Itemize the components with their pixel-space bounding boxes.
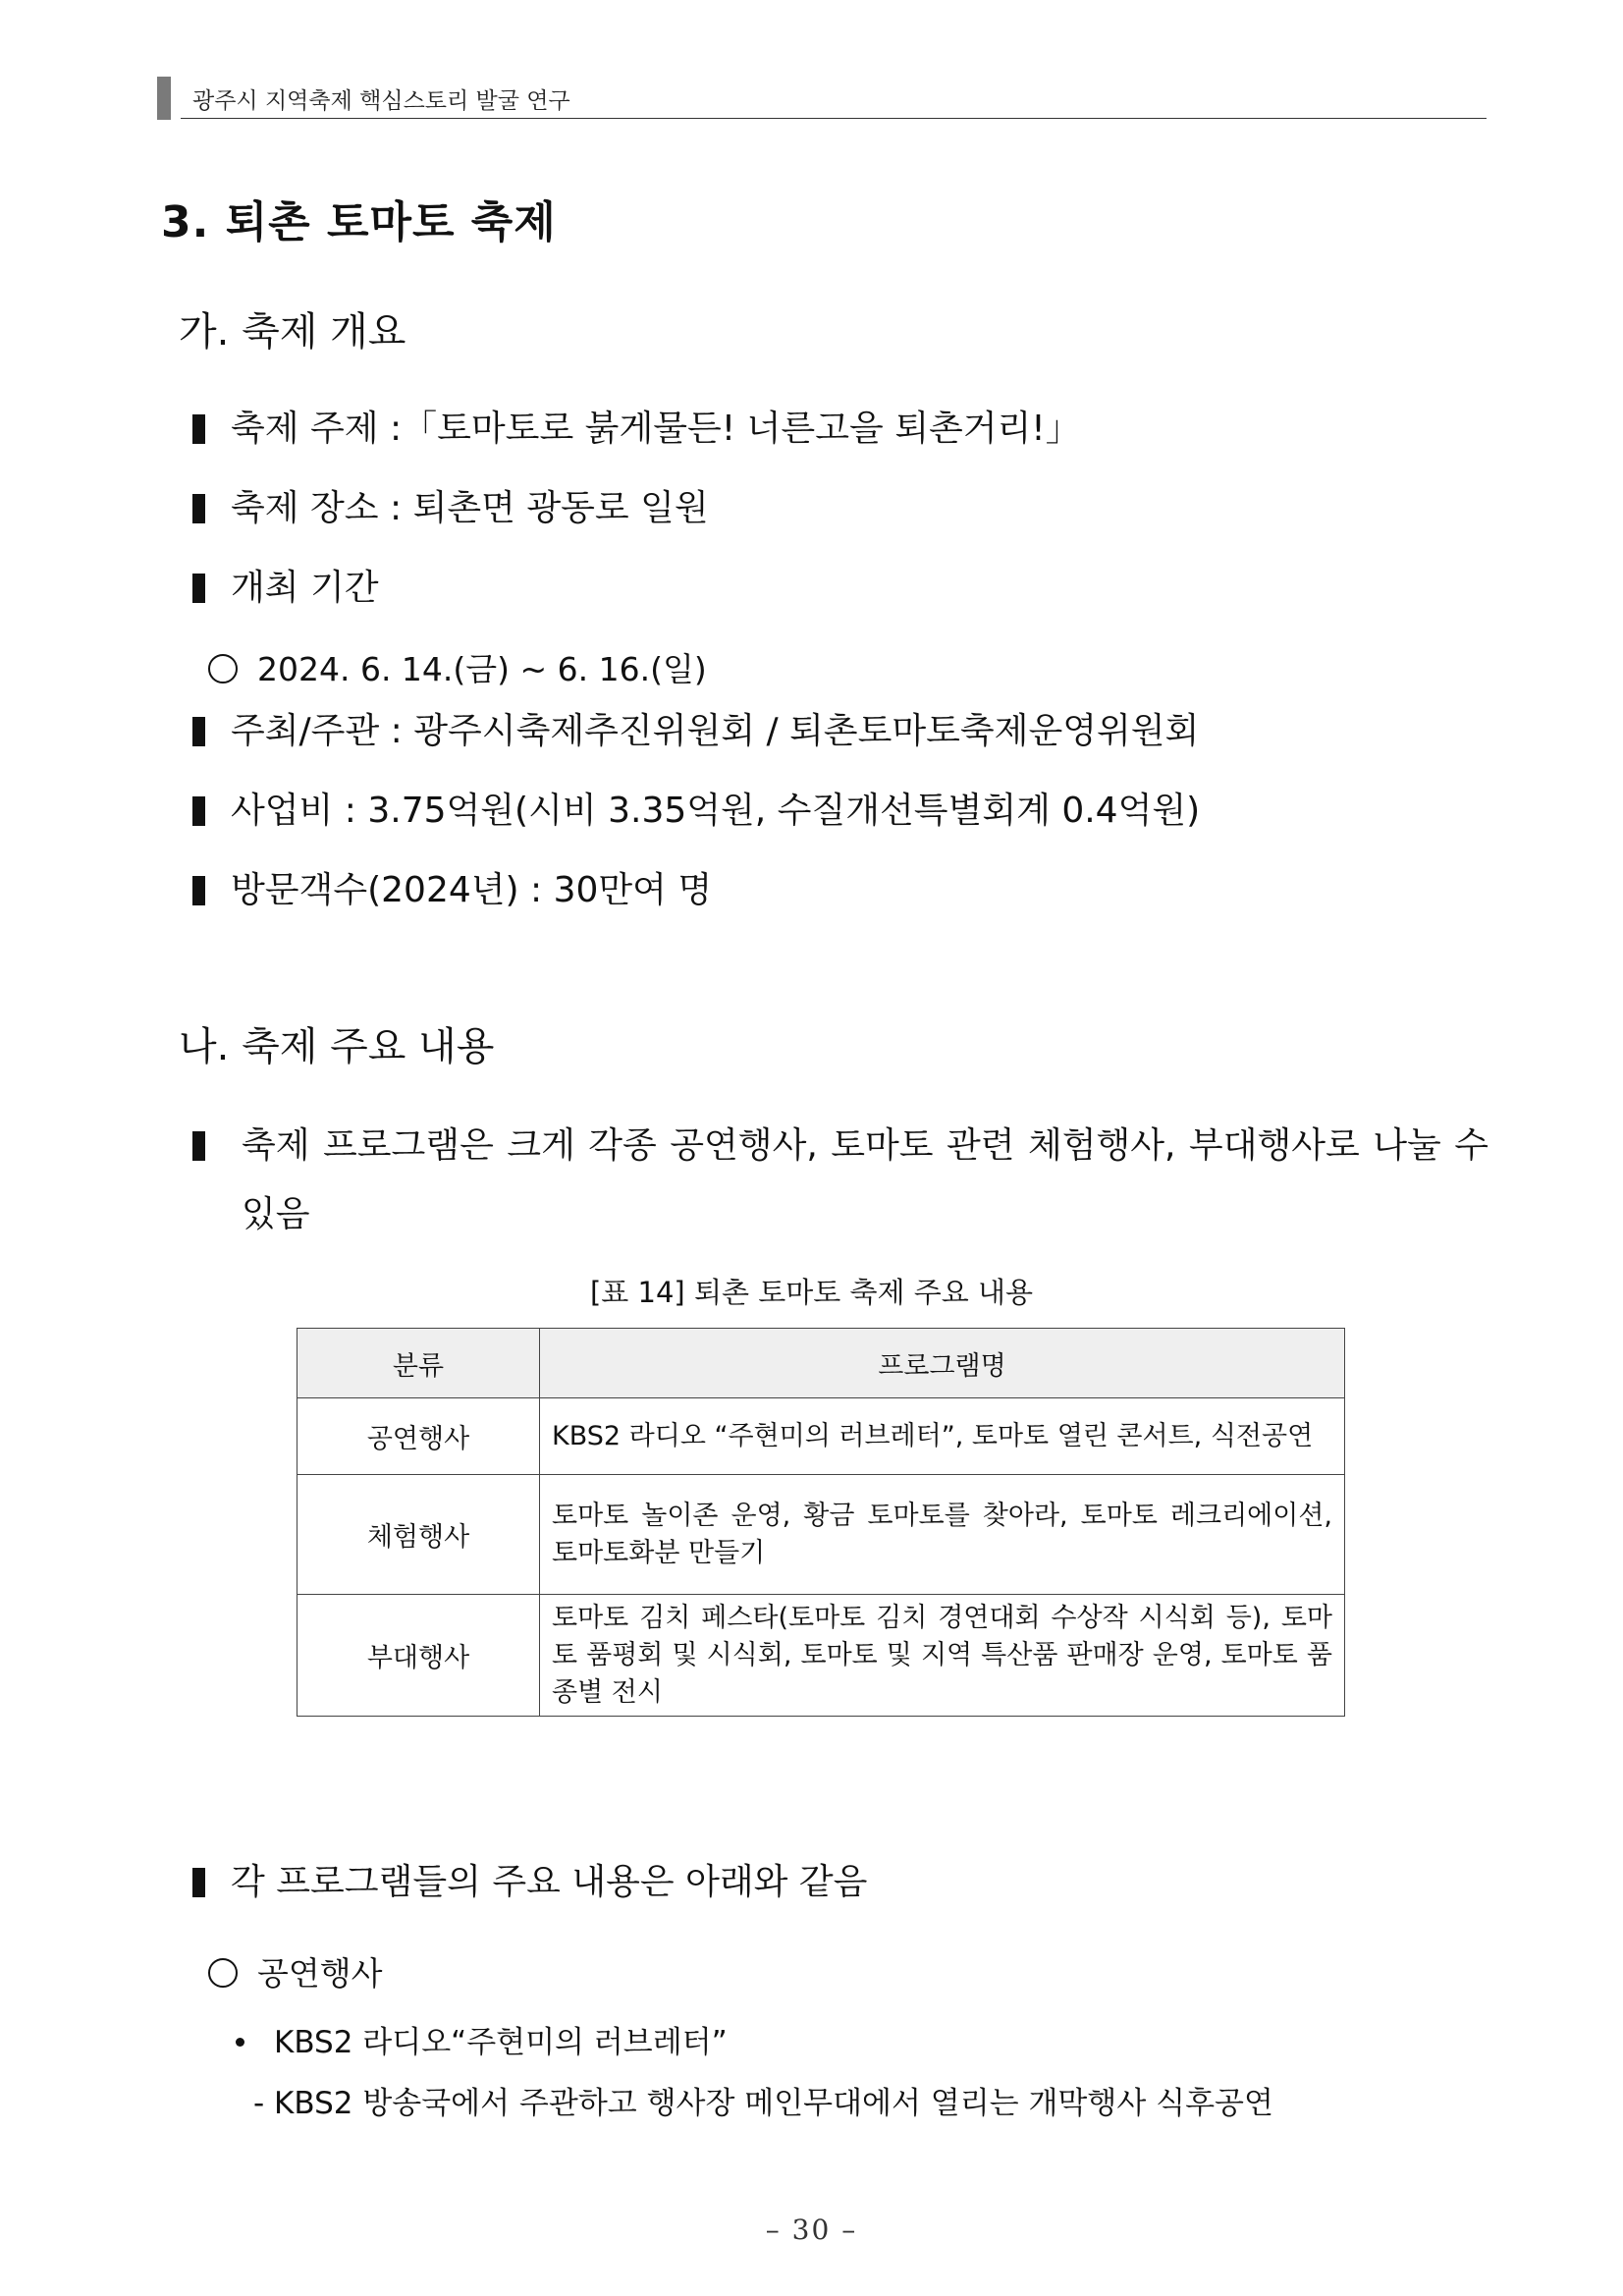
bullet-organizer xyxy=(192,707,1199,756)
table-row xyxy=(298,1595,1345,1717)
page-number: – 30 – xyxy=(765,2214,858,2246)
table-row xyxy=(298,1398,1345,1475)
table-row xyxy=(298,1475,1345,1595)
bullet-programs-intro xyxy=(192,1858,867,1907)
running-header: 광주시 지역축제 핵심스토리 발굴 연구 xyxy=(192,88,570,114)
square-bullet-icon xyxy=(192,876,205,905)
square-bullet-icon xyxy=(192,1131,205,1161)
table-caption: [표 14] 퇴촌 토마토 축제 주요 내용 xyxy=(589,1276,1033,1309)
square-bullet-icon xyxy=(192,796,205,826)
table-header-category: 분류 xyxy=(298,1329,540,1398)
performance-title: 공연행사 xyxy=(257,1954,383,1993)
square-bullet-icon xyxy=(192,494,205,523)
program-intro-paragraph xyxy=(192,1112,1488,1234)
table-cell-category: 체험행사 xyxy=(298,1475,540,1595)
table-header-program: 프로그램명 xyxy=(540,1329,1345,1398)
circle-bullet-icon xyxy=(208,1958,238,1988)
header-accent-bar xyxy=(157,77,171,120)
program-table xyxy=(297,1328,1345,1717)
square-bullet-icon xyxy=(192,717,205,746)
square-bullet-icon xyxy=(192,1868,205,1897)
table-header-row xyxy=(298,1329,1345,1398)
circle-bullet-icon xyxy=(208,654,238,683)
period-value xyxy=(208,644,707,690)
bullet-text: 축제 주제 :「토마토로 붉게물든! 너른고을 퇴촌거리!」 xyxy=(231,409,1081,449)
section-title: 3. 퇴촌 토마토 축제 xyxy=(161,197,557,247)
paragraph-line-2: 있음 xyxy=(242,1194,310,1234)
bullet-visitors xyxy=(192,866,712,915)
performance-item-text: KBS2 라디오“주현미의 러브레터” xyxy=(274,2025,728,2060)
dot-bullet-icon xyxy=(236,2038,244,2047)
table-cell-program: KBS2 라디오 “주현미의 러브레터”, 토마토 열린 콘서트, 식전공연 xyxy=(540,1398,1345,1475)
bullet-text: 개최 기간 xyxy=(231,568,379,608)
period-text: 2024. 6. 14.(금) ~ 6. 16.(일) xyxy=(257,650,707,688)
table-cell-program: 토마토 놀이존 운영, 황금 토마토를 찾아라, 토마토 레크리에이션, 토마토화분 만들기 xyxy=(540,1475,1345,1595)
bullet-theme xyxy=(192,405,1081,454)
bullet-text: 방문객수(2024년) : 30만여 명 xyxy=(231,870,713,910)
subsection-heading-overview: 가. 축제 개요 xyxy=(179,309,406,355)
bullet-venue xyxy=(192,484,709,533)
table-cell-program: 토마토 김치 페스타(토마토 김치 경연대회 수상작 시식회 등), 토마토 품평회 및 시식회, 토마토 및 지역 특산품 판매장 운영, 토마토 품종별 전시 xyxy=(540,1595,1345,1717)
table-cell-category: 공연행사 xyxy=(298,1398,540,1475)
bullet-text: 축제 장소 : 퇴촌면 광동로 일원 xyxy=(231,488,709,528)
performance-detail: - KBS2 방송국에서 주관하고 행사장 메인무대에서 열리는 개막행사 식후공연 xyxy=(253,2086,1273,2121)
bullet-text: 주최/주관 : 광주시축제추진위원회 / 퇴촌토마토축제운영위원회 xyxy=(231,711,1200,751)
header-rule xyxy=(181,118,1487,119)
performance-heading xyxy=(208,1948,383,1995)
bullet-text: 사업비 : 3.75억원(시비 3.35억원, 수질개선특별회계 0.4억원) xyxy=(231,791,1201,831)
bullet-period xyxy=(192,564,379,613)
subsection-heading-content: 나. 축제 주요 내용 xyxy=(179,1024,495,1069)
square-bullet-icon xyxy=(192,414,205,444)
bullet-text: 각 프로그램들의 주요 내용은 아래와 같음 xyxy=(231,1862,868,1902)
table-cell-category: 부대행사 xyxy=(298,1595,540,1717)
performance-item xyxy=(236,2017,728,2061)
square-bullet-icon xyxy=(192,574,205,603)
paragraph-line-1: 축제 프로그램은 크게 각종 공연행사, 토마토 관련 체험행사, 부대행사로 나눌 수 xyxy=(242,1125,1488,1166)
bullet-budget xyxy=(192,787,1200,836)
